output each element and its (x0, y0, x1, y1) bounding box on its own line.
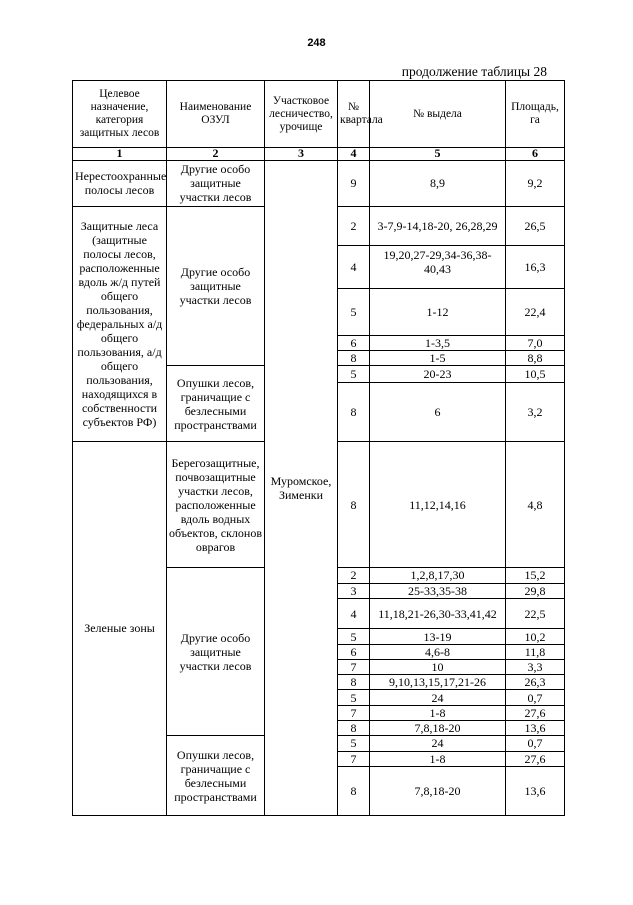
vydel-cell: 7,8,18-20 (370, 766, 506, 815)
kvartal-cell: 5 (338, 366, 370, 382)
header-kvartal: № квартала (338, 81, 370, 148)
kvartal-cell: 6 (338, 335, 370, 350)
header-vydel: № выдела (370, 81, 506, 148)
area-cell: 26,5 (506, 207, 565, 246)
vydel-cell: 11,12,14,16 (370, 441, 506, 567)
table-row (73, 160, 565, 207)
area-cell: 0,7 (506, 736, 565, 751)
vydel-cell: 7,8,18-20 (370, 721, 506, 736)
area-cell: 9,2 (506, 160, 565, 207)
kvartal-cell: 7 (338, 659, 370, 674)
header-purpose: Целевое назначение, категория защитных лесов (73, 81, 167, 148)
vydel-cell: 11,18,21-26,30-33,41,42 (370, 598, 506, 629)
kvartal-cell: 5 (338, 690, 370, 705)
area-cell: 22,4 (506, 288, 565, 335)
kvartal-cell: 2 (338, 207, 370, 246)
area-cell: 0,7 (506, 690, 565, 705)
kvartal-cell: 7 (338, 751, 370, 766)
kvartal-cell: 8 (338, 351, 370, 366)
column-number: 3 (265, 148, 338, 160)
ozul-cell: Другие особо защитные участки лесов (167, 207, 265, 366)
column-number: 2 (167, 148, 265, 160)
kvartal-cell: 3 (338, 583, 370, 598)
kvartal-cell: 8 (338, 766, 370, 815)
area-cell: 13,6 (506, 721, 565, 736)
vydel-cell: 1-5 (370, 351, 506, 366)
vydel-cell: 1-3,5 (370, 335, 506, 350)
vydel-cell: 10 (370, 659, 506, 674)
vydel-cell: 19,20,27-29,34-36,38-40,43 (370, 246, 506, 289)
kvartal-cell: 8 (338, 721, 370, 736)
area-cell: 8,8 (506, 351, 565, 366)
kvartal-cell: 8 (338, 675, 370, 690)
header-area: Площадь, га (506, 81, 565, 148)
header-ozul: Наименование ОЗУЛ (167, 81, 265, 148)
kvartal-cell: 4 (338, 246, 370, 289)
vydel-cell: 24 (370, 736, 506, 751)
area-cell: 26,3 (506, 675, 565, 690)
area-cell: 3,3 (506, 659, 565, 674)
kvartal-cell: 5 (338, 629, 370, 644)
area-cell: 16,3 (506, 246, 565, 289)
area-cell: 10,2 (506, 629, 565, 644)
vydel-cell: 6 (370, 382, 506, 441)
column-number: 4 (338, 148, 370, 160)
kvartal-cell: 8 (338, 441, 370, 567)
ozul-cell: Опушки лесов, граничащие с безлесными пространствами (167, 736, 265, 816)
vydel-cell: 24 (370, 690, 506, 705)
vydel-cell: 3-7,9-14,18-20, 26,28,29 (370, 207, 506, 246)
kvartal-cell: 7 (338, 705, 370, 720)
vydel-cell: 1,2,8,17,30 (370, 568, 506, 583)
purpose-cell: Нерестоохранные полосы лесов (73, 160, 167, 207)
area-cell: 15,2 (506, 568, 565, 583)
purpose-cell: Зеленые зоны (73, 441, 167, 815)
vydel-cell: 8,9 (370, 160, 506, 207)
kvartal-cell: 6 (338, 644, 370, 659)
kvartal-cell: 4 (338, 598, 370, 629)
column-number: 6 (506, 148, 565, 160)
area-cell: 11,8 (506, 644, 565, 659)
page-number: 248 (307, 37, 326, 49)
area-cell: 7,0 (506, 335, 565, 350)
kvartal-cell: 9 (338, 160, 370, 207)
ozul-cell: Другие особо защитные участки лесов (167, 568, 265, 736)
area-cell: 27,6 (506, 751, 565, 766)
column-number-row (73, 148, 565, 160)
area-cell: 29,8 (506, 583, 565, 598)
forestry-cell: Муромское, Зименки (265, 160, 338, 816)
area-cell: 13,6 (506, 766, 565, 815)
vydel-cell: 1-8 (370, 705, 506, 720)
area-cell: 22,5 (506, 598, 565, 629)
table-continuation-caption: продолжение таблицы 28 (401, 64, 547, 79)
purpose-cell: Защитные леса (защитные полосы лесов, расположенные вдоль ж/д путей общего пользования, федеральных а/д общего пользования, а/д общего пользования, находящихся в собственности субъектов РФ) (73, 207, 167, 441)
vydel-cell: 4,6-8 (370, 644, 506, 659)
header-forestry: Участковое лесничество, урочище (265, 81, 338, 148)
kvartal-cell: 2 (338, 568, 370, 583)
vydel-cell: 1-8 (370, 751, 506, 766)
column-number: 1 (73, 148, 167, 160)
kvartal-cell: 5 (338, 288, 370, 335)
area-cell: 4,8 (506, 441, 565, 567)
area-cell: 3,2 (506, 382, 565, 441)
area-cell: 27,6 (506, 705, 565, 720)
vydel-cell: 9,10,13,15,17,21-26 (370, 675, 506, 690)
vydel-cell: 20-23 (370, 366, 506, 382)
kvartal-cell: 8 (338, 382, 370, 441)
vydel-cell: 25-33,35-38 (370, 583, 506, 598)
area-cell: 10,5 (506, 366, 565, 382)
header-row (73, 81, 565, 148)
ozul-cell: Берегозащитные, почвозащитные участки лесов, расположенные вдоль водных объектов, склонов оврагов (167, 441, 265, 567)
column-number: 5 (370, 148, 506, 160)
kvartal-cell: 5 (338, 736, 370, 751)
vydel-cell: 1-12 (370, 288, 506, 335)
vydel-cell: 13-19 (370, 629, 506, 644)
ozul-cell: Другие особо защитные участки лесов (167, 160, 265, 207)
ozul-table (72, 80, 565, 816)
ozul-cell: Опушки лесов, граничащие с безлесными пространствами (167, 366, 265, 441)
